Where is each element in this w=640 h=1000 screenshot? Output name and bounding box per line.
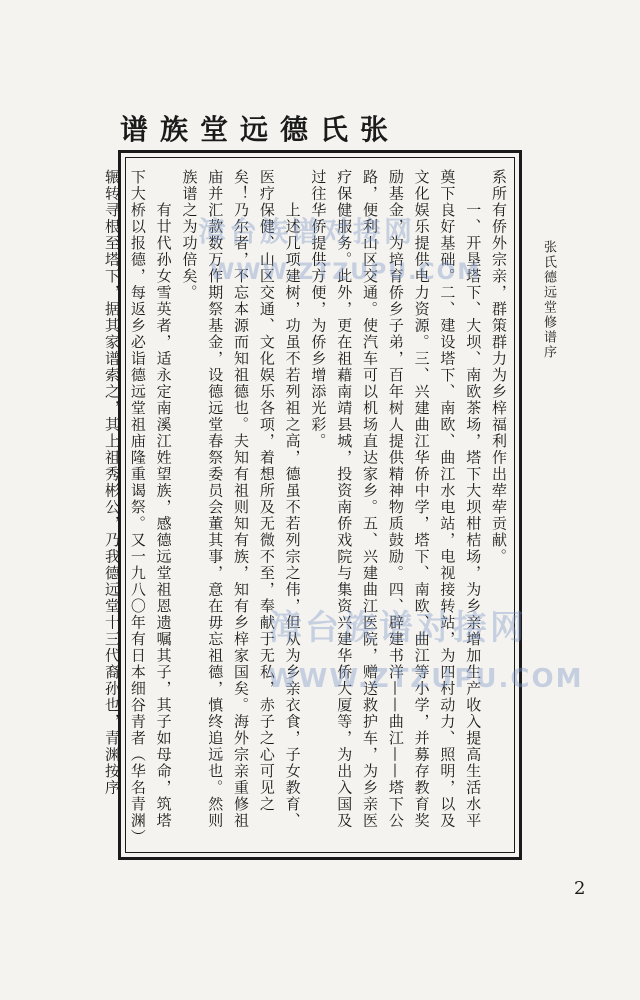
paragraph-4-text: 有廿代孙女雪英者，适永定南溪江姓望族，感德远堂祖恩遗嘱其子，其子如母命，筑塔下大桥以报德，每返乡必诣德远堂祖庙隆重谒祭。又一九八〇年有日本细谷青者（华名青渊）辗转寻根至塔下，据其家谱索之，其上祖秀彬公，乃我德远堂十三代裔孙也，青渊按序 <box>103 169 173 838</box>
paragraph-1: 系所有侨外宗亲，群策群力为乡梓福利作出荦荦贡献。 <box>490 169 508 565</box>
paragraph-2 <box>309 169 482 829</box>
running-header: 张氏德远堂修谱序 <box>541 240 556 360</box>
paragraph-4 <box>103 169 173 838</box>
page-number: 2 <box>574 878 586 899</box>
paragraph-3-text: 上述几项建树，功虽不若列祖之高，德虽不若列宗之伟，但从为乡亲衣食，子女教育、医疗保健、山区交通、文化娱乐各项，着想所及无微不至，奉献于无私，赤子之心可见之矣！乃尔者，不忘本源而知祖德也。夫知有祖则知有族，知有乡梓家国矣。海外宗亲重修祖庙并汇款数万作期祭基金，设德远堂春祭委员会董其事，意在毋忘祖德，慎终追远也。然则族谱之为功倍矣。 <box>180 169 302 829</box>
paragraph-3 <box>180 169 301 829</box>
body-text <box>103 169 511 841</box>
watermark-text: 漳台族谱对接网 <box>268 608 527 648</box>
watermark-url: WWW.ZTZUPU.COM <box>268 664 584 694</box>
watermark-text: 漳台族谱对接网 <box>198 215 416 248</box>
page-title: 张氏德远堂族谱 <box>119 113 400 146</box>
text-frame <box>103 150 522 860</box>
paragraph-2-text: 一、开垦塔下、大坝、南欧茶场，塔下大坝柑桔场，为乡亲增加生产收入提高生活水平奠下良好基础。二、建设塔下、南欧、曲江水电站，电视接转站，为四村动力、照明，以及文化娱乐提供电力资源。三、兴建曲江华侨中学，塔下、南欧、曲江等小学，并募存教育奖励基金，为培育侨乡子弟，百年树人提供精神物质鼓励。四、辟建书洋——曲江——塔下公路，便利山区交通。使汽车可以机场直达家乡。五、兴建曲江医院，赠送救护车，为乡亲医疗保健服务。此外，更在祖藉南靖县城，投资南侨戏院与集资兴建华侨大厦等，为出入国及过往华侨提供方便，为侨乡增添光彩。 <box>309 169 483 829</box>
watermark-url: WWW.ZTZUPU.COM <box>210 260 482 285</box>
